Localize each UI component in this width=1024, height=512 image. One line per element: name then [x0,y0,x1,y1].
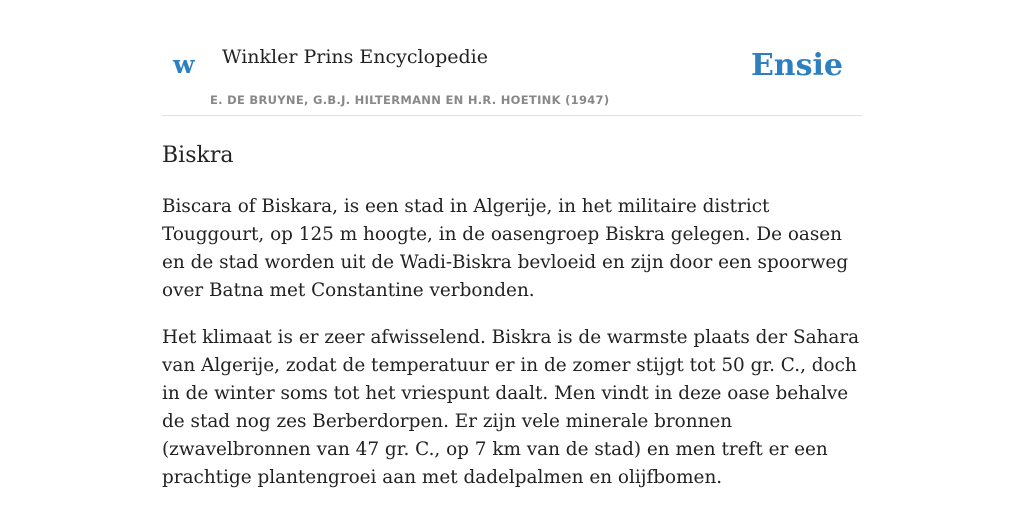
article-title: Biskra [162,143,234,168]
encyclopedia-authors: E. DE BRUYNE, G.B.J. HILTERMANN EN H.R. HOETINK (1947) [210,93,610,107]
ensie-brand-logo[interactable]: Ensie [750,48,843,83]
article-paragraph: Het klimaat is er zeer afwisselend. Biskra is de warmste plaats der Sahara van Algerije, zodat de temperatuur er in de zomer stijgt tot 50 gr. C., doch in de winter soms tot het vriespunt daalt. Men vindt in deze oase behalve de stad nog zes Berberdorpen. Er zijn vele minerale bronnen (zwavelbronnen van 47 gr. C., op 7 km van de stad) en men treft er een prachtige plantengroei aan met dadelpalmen en olijfbomen. [162,326,860,488]
winkler-prins-logo[interactable]: w [173,50,195,79]
article-paragraph: Biscara of Biskara, is een stad in Algerije, in het militaire district Touggourt, op 125 m hoogte, in de oasengroep Biskra gelegen. De oasen en de stad worden uit de Wadi-Biskra bevloeid en zijn door een spoorweg over Batna met Constantine verbonden. [162,195,849,301]
encyclopedia-title[interactable]: Winkler Prins Encyclopedie [222,46,488,68]
encyclopedia-header [162,0,862,116]
page-container [162,0,862,492]
